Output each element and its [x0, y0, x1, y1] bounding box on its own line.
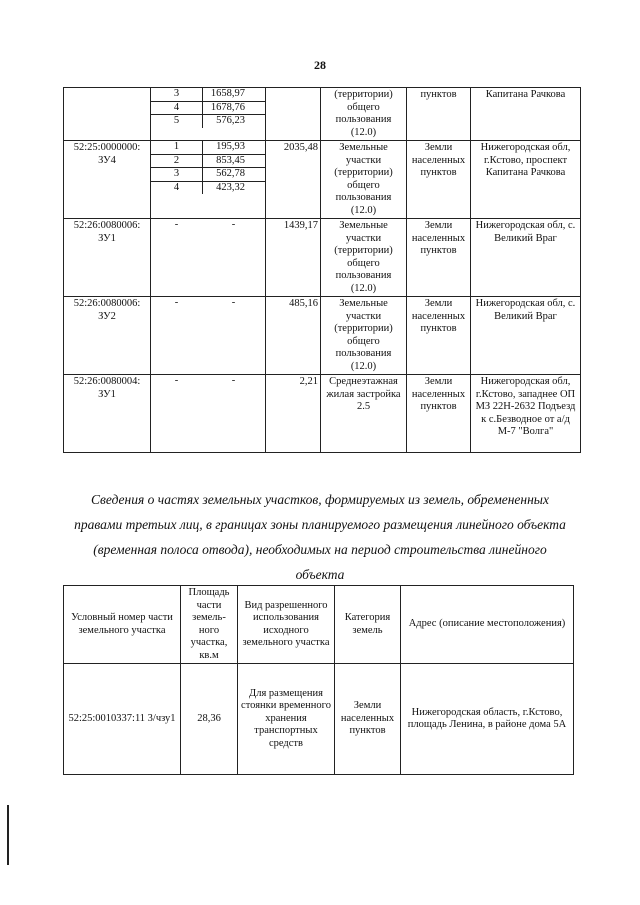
contour-area: - — [231, 219, 236, 230]
table-row — [64, 141, 581, 219]
contours-subtable — [151, 375, 265, 388]
cell-address: Нижегородская обл, с. Великий Враг — [471, 219, 581, 297]
cell-cadastral-number — [64, 88, 151, 141]
contour-number: 4 — [151, 181, 203, 194]
cell-cadastral-number: 52:26:0080006: ЗУ2 — [64, 297, 151, 375]
header-part-number: Условный номер части земельного участка — [64, 586, 181, 664]
header-land-category: Категория земель — [335, 586, 401, 664]
cell-permitted-use: Земельные участки (территории) общего пользования (12.0) — [321, 219, 407, 297]
contour-area: - — [231, 297, 236, 308]
cell-land-category: Земли населенных пунктов — [407, 141, 471, 219]
contour-area: 576,23 — [216, 115, 245, 126]
cell-part-number: 52:25:0010337:11 3/чзу1 — [64, 664, 181, 775]
contour-area: 1658,97 — [203, 88, 266, 101]
table-row — [64, 664, 574, 775]
table-row — [64, 219, 581, 297]
contour-number: - — [174, 219, 179, 230]
contour-number: 3 — [151, 168, 203, 182]
contours-subtable — [151, 297, 265, 310]
cell-permitted-use: Среднеэтажная жилая застройка 2.5 — [321, 375, 407, 453]
cell-address: Нижегородская обл, г.Кстово, западнее ОП МЗ 22Н-2632 Подъезд к с.Безводное от а/д М-7 "Волга" — [471, 375, 581, 453]
cell-land-category: пунктов — [407, 88, 471, 141]
cell-area: 2035,48 — [266, 141, 321, 219]
contour-number: 3 — [151, 88, 203, 101]
header-part-area: Площадь части земель-ного участка, кв.м — [181, 586, 238, 664]
contours-subtable — [151, 141, 265, 194]
cell-cadastral-number: 52:25:0000000: ЗУ4 — [64, 141, 151, 219]
scan-mark — [7, 805, 9, 865]
contour-number: - — [174, 297, 179, 308]
cell-permitted-use: Земельные участки (территории) общего пользования (12.0) — [321, 297, 407, 375]
cell-cadastral-number: 52:26:0080006: ЗУ1 — [64, 219, 151, 297]
cell-contours — [151, 141, 266, 219]
cell-land-category: Земли населенных пунктов — [407, 375, 471, 453]
cell-cadastral-number: 52:26:0080004: ЗУ1 — [64, 375, 151, 453]
cell-land-category: Земли населенных пунктов — [335, 664, 401, 775]
contour-area: 853,45 — [203, 154, 266, 168]
cell-address: Нижегородская обл, с. Великий Враг — [471, 297, 581, 375]
cell-contours — [151, 297, 266, 375]
land-plots-table — [63, 87, 581, 453]
cell-area: 485,16 — [266, 297, 321, 375]
cell-area: 1439,17 — [266, 219, 321, 297]
plot-parts-table — [63, 585, 574, 775]
cell-permitted-use: (территории) общего пользования (12.0) — [321, 88, 407, 141]
contours-subtable — [151, 88, 265, 128]
contour-area: 195,93 — [203, 141, 266, 154]
cell-land-category: Земли населенных пунктов — [407, 297, 471, 375]
cell-permitted-use: Земельные участки (территории) общего пользования (12.0) — [321, 141, 407, 219]
contour-number: - — [174, 375, 179, 386]
scan-mark — [63, 97, 64, 147]
contour-area: 1678,76 — [203, 101, 266, 115]
contour-number: 2 — [151, 154, 203, 168]
table-row — [64, 375, 581, 453]
cell-area — [266, 88, 321, 141]
table-row — [64, 297, 581, 375]
cell-area: 2,21 — [266, 375, 321, 453]
contour-area: - — [231, 375, 236, 386]
cell-contours — [151, 375, 266, 453]
cell-address: Капитана Рачкова — [471, 88, 581, 141]
contour-number: 4 — [151, 101, 203, 115]
contour-area: 423,32 — [216, 181, 245, 193]
contour-number: 5 — [151, 115, 203, 128]
contour-area: 562,78 — [203, 168, 266, 182]
cell-permitted-use: Для размещения стоянки временного хранения транспортных средств — [238, 664, 335, 775]
cell-contours — [151, 88, 266, 141]
table-row — [64, 88, 581, 141]
header-permitted-use: Вид разрешенного использования исходного земельного участка — [238, 586, 335, 664]
header-address: Адрес (описание местоположения) — [401, 586, 574, 664]
cell-part-area: 28,36 — [181, 664, 238, 775]
cell-address: Нижегородская обл, г.Кстово, проспект Капитана Рачкова — [471, 141, 581, 219]
cell-address: Нижегородская область, г.Кстово, площадь Ленина, в районе дома 5А — [401, 664, 574, 775]
page-number: 28 — [314, 58, 326, 72]
contours-subtable — [151, 219, 265, 232]
cell-land-category: Земли населенных пунктов — [407, 219, 471, 297]
section-caption: Сведения о частях земельных участков, формируемых из земель, обремененных правами третьих лиц, в границах зоны планируемого размещения линейного объекта (временная полоса отвода), необходимых на период строительства линейного объекта — [74, 492, 566, 582]
contour-number: 1 — [151, 141, 203, 154]
cell-contours — [151, 219, 266, 297]
